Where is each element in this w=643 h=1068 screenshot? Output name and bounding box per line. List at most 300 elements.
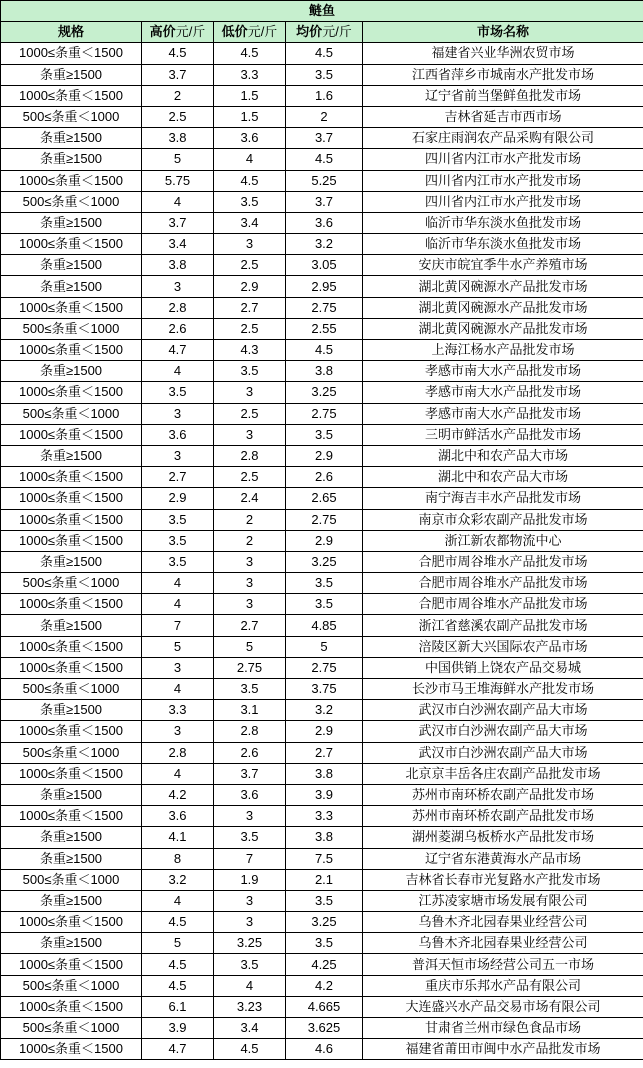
cell-avg-price: 4.85 — [286, 615, 363, 636]
cell-market: 湖北黄冈碗源水产品批发市场 — [363, 276, 643, 297]
cell-low-price: 2.75 — [214, 657, 286, 678]
cell-spec: 条重≥1500 — [1, 700, 142, 721]
cell-avg-price: 7.5 — [286, 848, 363, 869]
cell-low-price: 3.5 — [214, 954, 286, 975]
cell-high-price: 4 — [142, 594, 214, 615]
cell-spec: 1000≤条重＜1500 — [1, 424, 142, 445]
table-row — [1, 509, 643, 530]
cell-high-price: 4 — [142, 890, 214, 911]
cell-avg-price: 2.6 — [286, 467, 363, 488]
cell-avg-price: 4.665 — [286, 996, 363, 1017]
cell-high-price: 4.2 — [142, 784, 214, 805]
cell-avg-price: 3.5 — [286, 573, 363, 594]
cell-high-price: 4 — [142, 361, 214, 382]
table-row — [1, 85, 643, 106]
cell-spec: 条重≥1500 — [1, 149, 142, 170]
cell-low-price: 4.3 — [214, 340, 286, 361]
cell-spec: 条重≥1500 — [1, 361, 142, 382]
cell-high-price: 4.5 — [142, 975, 214, 996]
cell-spec: 500≤条重＜1000 — [1, 191, 142, 212]
cell-low-price: 2 — [214, 509, 286, 530]
cell-high-price: 3 — [142, 445, 214, 466]
cell-low-price: 3.5 — [214, 679, 286, 700]
cell-high-price: 4.1 — [142, 827, 214, 848]
cell-low-price: 3.6 — [214, 784, 286, 805]
cell-market: 福建省兴业华洲农贸市场 — [363, 43, 643, 64]
cell-low-price: 2.7 — [214, 297, 286, 318]
cell-avg-price: 3.8 — [286, 827, 363, 848]
cell-spec: 1000≤条重＜1500 — [1, 806, 142, 827]
cell-avg-price: 2.65 — [286, 488, 363, 509]
cell-spec: 1000≤条重＜1500 — [1, 340, 142, 361]
cell-low-price: 3.4 — [214, 212, 286, 233]
table-row — [1, 1039, 643, 1060]
header-high-price — [142, 22, 214, 43]
cell-avg-price: 2.75 — [286, 403, 363, 424]
cell-low-price: 3.4 — [214, 1018, 286, 1039]
cell-high-price: 3.8 — [142, 128, 214, 149]
cell-high-price: 3.5 — [142, 382, 214, 403]
cell-low-price: 1.9 — [214, 869, 286, 890]
cell-spec: 500≤条重＜1000 — [1, 975, 142, 996]
cell-high-price: 3.2 — [142, 869, 214, 890]
cell-spec: 条重≥1500 — [1, 890, 142, 911]
cell-avg-price: 5.25 — [286, 170, 363, 191]
cell-market: 孝感市南大水产品批发市场 — [363, 382, 643, 403]
cell-avg-price: 2.7 — [286, 742, 363, 763]
cell-avg-price: 2.9 — [286, 530, 363, 551]
cell-high-price: 5 — [142, 933, 214, 954]
cell-high-price: 3.5 — [142, 530, 214, 551]
cell-market: 湖北黄冈碗源水产品批发市场 — [363, 318, 643, 339]
cell-avg-price: 3.05 — [286, 255, 363, 276]
cell-high-price: 3.9 — [142, 1018, 214, 1039]
cell-spec: 500≤条重＜1000 — [1, 573, 142, 594]
cell-high-price: 3 — [142, 403, 214, 424]
cell-spec: 1000≤条重＜1500 — [1, 912, 142, 933]
cell-market: 三明市鲜活水产品批发市场 — [363, 424, 643, 445]
table-row — [1, 700, 643, 721]
table-row — [1, 975, 643, 996]
cell-high-price: 4 — [142, 679, 214, 700]
cell-market: 上海江杨水产品批发市场 — [363, 340, 643, 361]
cell-market: 苏州市南环桥农副产品批发市场 — [363, 806, 643, 827]
cell-low-price: 4.5 — [214, 170, 286, 191]
cell-spec: 1000≤条重＜1500 — [1, 721, 142, 742]
cell-spec: 条重≥1500 — [1, 784, 142, 805]
cell-spec: 500≤条重＜1000 — [1, 403, 142, 424]
table-row — [1, 488, 643, 509]
table-row — [1, 234, 643, 255]
cell-avg-price: 3.5 — [286, 64, 363, 85]
cell-avg-price: 3.7 — [286, 191, 363, 212]
cell-market: 甘肃省兰州市绿色食品市场 — [363, 1018, 643, 1039]
cell-high-price: 3.7 — [142, 64, 214, 85]
cell-low-price: 2.9 — [214, 276, 286, 297]
table-row — [1, 869, 643, 890]
cell-spec: 1000≤条重＜1500 — [1, 996, 142, 1017]
cell-avg-price: 2.1 — [286, 869, 363, 890]
table-row — [1, 467, 643, 488]
cell-low-price: 3 — [214, 594, 286, 615]
table-row — [1, 573, 643, 594]
cell-spec: 1000≤条重＜1500 — [1, 509, 142, 530]
cell-high-price: 3.8 — [142, 255, 214, 276]
table-row — [1, 445, 643, 466]
cell-spec: 500≤条重＜1000 — [1, 318, 142, 339]
cell-avg-price: 5 — [286, 636, 363, 657]
cell-spec: 条重≥1500 — [1, 848, 142, 869]
cell-high-price: 3 — [142, 276, 214, 297]
table-row — [1, 890, 643, 911]
header-high-label: 高价 — [149, 24, 176, 40]
cell-avg-price: 3.8 — [286, 763, 363, 784]
table-body — [1, 43, 643, 1060]
cell-market: 浙江省慈溪农副产品批发市场 — [363, 615, 643, 636]
cell-spec: 500≤条重＜1000 — [1, 679, 142, 700]
table-row — [1, 128, 643, 149]
cell-market: 江苏凌家塘市场发展有限公司 — [363, 890, 643, 911]
table-row — [1, 361, 643, 382]
cell-low-price: 4.5 — [214, 1039, 286, 1060]
table-row — [1, 170, 643, 191]
table-row — [1, 1018, 643, 1039]
header-row — [1, 22, 643, 43]
cell-high-price: 4.5 — [142, 43, 214, 64]
header-low-price — [214, 22, 286, 43]
cell-high-price: 4 — [142, 763, 214, 784]
cell-low-price: 2.8 — [214, 721, 286, 742]
cell-avg-price: 3.8 — [286, 361, 363, 382]
cell-high-price: 6.1 — [142, 996, 214, 1017]
cell-market: 安庆市皖宜季牛水产养殖市场 — [363, 255, 643, 276]
cell-market: 乌鲁木齐北园春果业经营公司 — [363, 912, 643, 933]
cell-low-price: 3 — [214, 806, 286, 827]
cell-low-price: 3 — [214, 382, 286, 403]
cell-high-price: 3.7 — [142, 212, 214, 233]
cell-market: 辽宁省东港黄海水产品市场 — [363, 848, 643, 869]
cell-avg-price: 4.5 — [286, 149, 363, 170]
table-row — [1, 64, 643, 85]
cell-low-price: 2.5 — [214, 403, 286, 424]
cell-market: 湖北中和农产品大市场 — [363, 467, 643, 488]
cell-low-price: 5 — [214, 636, 286, 657]
cell-avg-price: 4.25 — [286, 954, 363, 975]
cell-market: 四川省内江市水产批发市场 — [363, 149, 643, 170]
table-row — [1, 594, 643, 615]
header-avg-unit: 元/斤 — [322, 24, 352, 40]
cell-market: 湖北黄冈碗源水产品批发市场 — [363, 297, 643, 318]
cell-market: 湖州菱湖乌板桥水产品批发市场 — [363, 827, 643, 848]
table-row — [1, 912, 643, 933]
table-row — [1, 954, 643, 975]
cell-market: 四川省内江市水产批发市场 — [363, 170, 643, 191]
cell-market: 中国供销上饶农产品交易城 — [363, 657, 643, 678]
cell-low-price: 3.6 — [214, 128, 286, 149]
cell-low-price: 3 — [214, 551, 286, 572]
cell-spec: 1000≤条重＜1500 — [1, 234, 142, 255]
cell-avg-price: 2.75 — [286, 657, 363, 678]
cell-avg-price: 3.3 — [286, 806, 363, 827]
cell-high-price: 5 — [142, 636, 214, 657]
cell-high-price: 3.5 — [142, 509, 214, 530]
cell-low-price: 3.7 — [214, 763, 286, 784]
cell-market: 武汉市白沙洲农副产品大市场 — [363, 721, 643, 742]
table-row — [1, 742, 643, 763]
cell-market: 孝感市南大水产品批发市场 — [363, 403, 643, 424]
cell-market: 苏州市南环桥农副产品批发市场 — [363, 784, 643, 805]
cell-avg-price: 3.7 — [286, 128, 363, 149]
cell-market: 南宁海吉丰水产品批发市场 — [363, 488, 643, 509]
cell-high-price: 3.6 — [142, 806, 214, 827]
cell-high-price: 2.7 — [142, 467, 214, 488]
cell-spec: 条重≥1500 — [1, 551, 142, 572]
table-row — [1, 318, 643, 339]
cell-avg-price: 4.6 — [286, 1039, 363, 1060]
cell-avg-price: 2.75 — [286, 509, 363, 530]
cell-avg-price: 4.5 — [286, 43, 363, 64]
table-row — [1, 149, 643, 170]
cell-high-price: 3.5 — [142, 551, 214, 572]
header-high-unit: 元/斤 — [175, 24, 206, 40]
cell-market: 临沂市华东淡水鱼批发市场 — [363, 212, 643, 233]
cell-market: 孝感市南大水产品批发市场 — [363, 361, 643, 382]
cell-low-price: 2 — [214, 530, 286, 551]
cell-high-price: 8 — [142, 848, 214, 869]
cell-spec: 1000≤条重＜1500 — [1, 170, 142, 191]
cell-low-price: 1.5 — [214, 85, 286, 106]
cell-market: 四川省内江市水产批发市场 — [363, 191, 643, 212]
cell-market: 普洱天恒市场经营公司五一市场 — [363, 954, 643, 975]
table-row — [1, 721, 643, 742]
cell-avg-price: 2.9 — [286, 721, 363, 742]
cell-market: 北京京丰岳各庄农副产品批发市场 — [363, 763, 643, 784]
cell-high-price: 4.7 — [142, 1039, 214, 1060]
cell-market: 大连盛兴水产品交易市场有限公司 — [363, 996, 643, 1017]
cell-avg-price: 3.5 — [286, 933, 363, 954]
cell-market: 福建省莆田市闽中水产品批发市场 — [363, 1039, 643, 1060]
cell-market: 涪陵区新大兴国际农产品市场 — [363, 636, 643, 657]
cell-avg-price: 3.25 — [286, 912, 363, 933]
cell-low-price: 2.7 — [214, 615, 286, 636]
cell-high-price: 4.5 — [142, 954, 214, 975]
cell-spec: 1000≤条重＜1500 — [1, 43, 142, 64]
cell-avg-price: 1.6 — [286, 85, 363, 106]
cell-avg-price: 2.9 — [286, 445, 363, 466]
table-row — [1, 933, 643, 954]
cell-spec: 1000≤条重＜1500 — [1, 85, 142, 106]
table-row — [1, 827, 643, 848]
cell-market: 临沂市华东淡水鱼批发市场 — [363, 234, 643, 255]
table-row — [1, 615, 643, 636]
cell-spec: 条重≥1500 — [1, 128, 142, 149]
cell-low-price: 3.5 — [214, 191, 286, 212]
header-low-unit: 元/斤 — [247, 24, 278, 40]
cell-market: 合肥市周谷堆水产品批发市场 — [363, 594, 643, 615]
table-row — [1, 530, 643, 551]
cell-low-price: 3 — [214, 912, 286, 933]
table-row — [1, 382, 643, 403]
table-row — [1, 424, 643, 445]
cell-low-price: 4 — [214, 975, 286, 996]
cell-low-price: 3.23 — [214, 996, 286, 1017]
cell-avg-price: 3.9 — [286, 784, 363, 805]
cell-high-price: 2.8 — [142, 297, 214, 318]
table-row — [1, 106, 643, 127]
cell-low-price: 3.3 — [214, 64, 286, 85]
cell-spec: 1000≤条重＜1500 — [1, 297, 142, 318]
cell-spec: 1000≤条重＜1500 — [1, 530, 142, 551]
cell-spec: 条重≥1500 — [1, 933, 142, 954]
cell-low-price: 2.6 — [214, 742, 286, 763]
cell-high-price: 5.75 — [142, 170, 214, 191]
cell-market: 合肥市周谷堆水产品批发市场 — [363, 573, 643, 594]
header-avg-price — [286, 22, 363, 43]
cell-market: 长沙市马王堆海鲜水产批发市场 — [363, 679, 643, 700]
table-row — [1, 679, 643, 700]
cell-high-price: 5 — [142, 149, 214, 170]
header-low-label: 低价 — [221, 24, 248, 40]
cell-avg-price: 2.55 — [286, 318, 363, 339]
cell-low-price: 3 — [214, 424, 286, 445]
cell-spec: 条重≥1500 — [1, 255, 142, 276]
table-row — [1, 806, 643, 827]
cell-spec: 1000≤条重＜1500 — [1, 467, 142, 488]
cell-low-price: 3.5 — [214, 827, 286, 848]
cell-high-price: 4 — [142, 191, 214, 212]
cell-avg-price: 3.25 — [286, 551, 363, 572]
table-row — [1, 551, 643, 572]
cell-avg-price: 3.5 — [286, 890, 363, 911]
cell-low-price: 3.5 — [214, 361, 286, 382]
cell-low-price: 4 — [214, 149, 286, 170]
cell-spec: 1000≤条重＜1500 — [1, 594, 142, 615]
cell-high-price: 2 — [142, 85, 214, 106]
cell-market: 辽宁省前当堡鲜鱼批发市场 — [363, 85, 643, 106]
cell-avg-price: 3.5 — [286, 594, 363, 615]
cell-spec: 500≤条重＜1000 — [1, 869, 142, 890]
cell-spec: 条重≥1500 — [1, 615, 142, 636]
cell-avg-price: 2.95 — [286, 276, 363, 297]
cell-high-price: 3 — [142, 657, 214, 678]
cell-spec: 条重≥1500 — [1, 212, 142, 233]
cell-low-price: 3.1 — [214, 700, 286, 721]
cell-low-price: 2.5 — [214, 467, 286, 488]
table-row — [1, 276, 643, 297]
cell-low-price: 3 — [214, 573, 286, 594]
cell-market: 合肥市周谷堆水产品批发市场 — [363, 551, 643, 572]
table-row — [1, 340, 643, 361]
table-row — [1, 996, 643, 1017]
cell-avg-price: 3.25 — [286, 382, 363, 403]
table-row — [1, 212, 643, 233]
cell-spec: 500≤条重＜1000 — [1, 1018, 142, 1039]
cell-spec: 1000≤条重＜1500 — [1, 382, 142, 403]
table-row — [1, 403, 643, 424]
cell-avg-price: 3.2 — [286, 700, 363, 721]
cell-avg-price: 2 — [286, 106, 363, 127]
cell-high-price: 3 — [142, 721, 214, 742]
cell-high-price: 4.7 — [142, 340, 214, 361]
cell-avg-price: 2.75 — [286, 297, 363, 318]
cell-high-price: 7 — [142, 615, 214, 636]
cell-high-price: 3.3 — [142, 700, 214, 721]
cell-spec: 1000≤条重＜1500 — [1, 488, 142, 509]
cell-avg-price: 4.2 — [286, 975, 363, 996]
cell-spec: 条重≥1500 — [1, 445, 142, 466]
cell-low-price: 7 — [214, 848, 286, 869]
cell-market: 南京市众彩农副产品批发市场 — [363, 509, 643, 530]
cell-spec: 条重≥1500 — [1, 276, 142, 297]
table-row — [1, 657, 643, 678]
cell-market: 重庆市乐邦水产品有限公司 — [363, 975, 643, 996]
cell-avg-price: 3.6 — [286, 212, 363, 233]
cell-market: 武汉市白沙洲农副产品大市场 — [363, 742, 643, 763]
cell-high-price: 4 — [142, 573, 214, 594]
cell-avg-price: 4.5 — [286, 340, 363, 361]
cell-market: 吉林省延吉市西市场 — [363, 106, 643, 127]
cell-spec: 条重≥1500 — [1, 64, 142, 85]
cell-spec: 1000≤条重＜1500 — [1, 657, 142, 678]
cell-avg-price: 3.2 — [286, 234, 363, 255]
cell-avg-price: 3.625 — [286, 1018, 363, 1039]
cell-spec: 1000≤条重＜1500 — [1, 763, 142, 784]
cell-low-price: 3 — [214, 234, 286, 255]
table-row — [1, 43, 643, 64]
table-row — [1, 784, 643, 805]
cell-market: 乌鲁木齐北园春果业经营公司 — [363, 933, 643, 954]
title-row — [1, 1, 643, 22]
cell-spec: 500≤条重＜1000 — [1, 742, 142, 763]
cell-high-price: 4.5 — [142, 912, 214, 933]
cell-market: 浙江新农都物流中心 — [363, 530, 643, 551]
cell-low-price: 2.4 — [214, 488, 286, 509]
cell-high-price: 3.4 — [142, 234, 214, 255]
cell-market: 武汉市白沙洲农副产品大市场 — [363, 700, 643, 721]
header-avg-label: 均价 — [296, 24, 323, 40]
table-row — [1, 636, 643, 657]
cell-market: 吉林省长春市光复路水产批发市场 — [363, 869, 643, 890]
header-market: 市场名称 — [363, 22, 643, 43]
cell-low-price: 4.5 — [214, 43, 286, 64]
cell-high-price: 2.8 — [142, 742, 214, 763]
cell-market: 江西省萍乡市城南水产批发市场 — [363, 64, 643, 85]
cell-high-price: 3.6 — [142, 424, 214, 445]
table-row — [1, 255, 643, 276]
header-spec: 规格 — [1, 22, 142, 43]
cell-low-price: 3 — [214, 890, 286, 911]
cell-low-price: 3.25 — [214, 933, 286, 954]
cell-low-price: 2.5 — [214, 318, 286, 339]
cell-low-price: 2.5 — [214, 255, 286, 276]
cell-low-price: 1.5 — [214, 106, 286, 127]
table-row — [1, 297, 643, 318]
cell-market: 石家庄雨润农产品采购有限公司 — [363, 128, 643, 149]
table-row — [1, 763, 643, 784]
cell-avg-price: 3.5 — [286, 424, 363, 445]
cell-high-price: 2.6 — [142, 318, 214, 339]
cell-spec: 1000≤条重＜1500 — [1, 954, 142, 975]
table-title: 鲢鱼 — [1, 1, 643, 22]
table-row — [1, 191, 643, 212]
cell-spec: 1000≤条重＜1500 — [1, 1039, 142, 1060]
cell-low-price: 2.8 — [214, 445, 286, 466]
cell-spec: 500≤条重＜1000 — [1, 106, 142, 127]
cell-high-price: 2.9 — [142, 488, 214, 509]
cell-high-price: 2.5 — [142, 106, 214, 127]
cell-market: 湖北中和农产品大市场 — [363, 445, 643, 466]
cell-avg-price: 3.75 — [286, 679, 363, 700]
